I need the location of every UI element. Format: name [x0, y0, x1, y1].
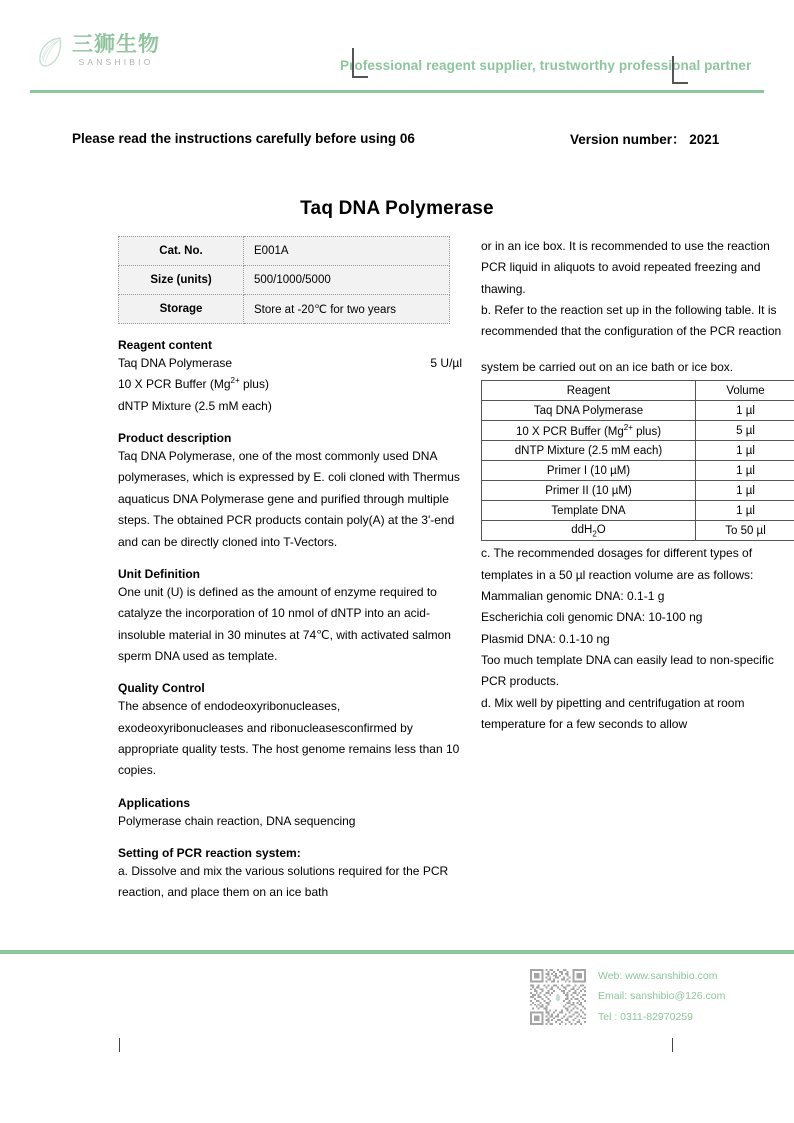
right-column	[481, 236, 794, 735]
cell-reagent: ddH$_2$O	[482, 521, 696, 541]
step-a-continued: or in an ice box. It is recommended to use the reaction PCR liquid in aliquots to avoid repeated freezing and thawing.	[481, 239, 770, 296]
info-value: Store at -20℃ for two years	[244, 295, 450, 324]
logo-chinese-name: 三狮生物	[72, 32, 160, 56]
crop-mark-left	[119, 1038, 120, 1052]
reagent-name: dNTP Mixture (2.5 mM each)	[118, 398, 272, 413]
qr-code-icon	[530, 969, 586, 1025]
pcr-setting-step-a: a. Dissolve and mix the various solutions required for the PCR reaction, and place them on an ice bath	[118, 864, 449, 900]
unit-definition-heading: Unit Definition	[118, 566, 200, 581]
step-b-continued: system be carried out on an ice bath or ice box.	[481, 359, 734, 374]
cell-volume: To 50 µl	[696, 521, 794, 541]
left-column	[118, 236, 462, 904]
contact-web: Web: www.sanshibio.com	[598, 970, 718, 982]
table-row	[482, 441, 794, 461]
table-row	[482, 461, 794, 481]
product-description-text: Taq DNA Polymerase, one of the most commonly used DNA polymerases, which is expressed by E. coli cloned with Thermus aquaticus DNA Polymerase gene and purified through multiple steps. The obtained PCR products contain poly(A) at the 3'-end and can be directly cloned into T-Vectors.	[118, 449, 460, 549]
dosage-mammalian: Mammalian genomic DNA: 0.1-1 g	[481, 588, 665, 603]
page-footer	[530, 966, 794, 1027]
crop-mark-right	[672, 1038, 673, 1052]
pcr-setting-step-d: d. Mix well by pipetting and centrifugation at room temperature for a few seconds to allow	[481, 695, 745, 732]
version-number: Version number： 2021	[570, 132, 720, 147]
info-value: 500/1000/5000	[244, 266, 450, 295]
table-header-row	[482, 381, 794, 401]
leaf-icon	[36, 35, 66, 69]
dosage-plasmid: Plasmid DNA: 0.1-10 ng	[481, 631, 610, 646]
cell-reagent: 10 X PCR Buffer ($Mg^{2+}$ plus)	[482, 421, 696, 441]
quality-control-heading: Quality Control	[118, 681, 205, 696]
reagent-row	[118, 353, 462, 374]
page-title: Taq DNA Polymerase	[300, 198, 494, 219]
company-logo	[36, 32, 160, 69]
contact-email: Email: sanshibio@126.com	[598, 990, 726, 1003]
cell-reagent: Taq DNA Polymerase	[482, 401, 696, 421]
info-value: E001A	[244, 237, 450, 266]
info-key: Size (units)	[119, 266, 244, 295]
cell-volume: 1 µl	[696, 481, 794, 501]
reaction-system-table	[481, 380, 794, 541]
cell-volume: 1 µl	[696, 441, 794, 461]
pcr-setting-step-b: b. Refer to the reaction set up in the following table. It is recommended that the configuration of the PCR reaction	[481, 303, 782, 339]
table-row	[119, 266, 450, 295]
pcr-setting-step-c: c. The recommended dosages for different types of templates in a 50 µl reaction volume are as follows:	[481, 546, 754, 582]
cell-reagent: Template DNA	[482, 501, 696, 521]
product-description-heading: Product description	[118, 431, 232, 446]
applications-text: Polymerase chain reaction, DNA sequencing	[118, 813, 356, 828]
cell-volume: 1 µl	[696, 501, 794, 521]
cell-volume: 1 µl	[696, 461, 794, 481]
table-row	[482, 481, 794, 501]
instruction-row	[72, 128, 752, 172]
spacer	[481, 343, 794, 357]
dosage-warning: Too much template DNA can easily lead to non-specific PCR products.	[481, 652, 774, 689]
footer-divider	[0, 950, 794, 954]
header-slogan: Professional reagent supplier, trustworthy professional partner	[340, 58, 752, 73]
reagent-row	[118, 374, 462, 395]
logo-english-name: SANSHIBIO	[78, 57, 154, 68]
reagent-name: Taq DNA Polymerase	[118, 356, 233, 370]
column-header-reagent: Reagent	[482, 381, 696, 401]
cell-reagent: Primer I (10 µM)	[482, 461, 696, 481]
dosage-ecoli: Escherichia coli genomic DNA: 10-100 ng	[481, 610, 703, 625]
pcr-setting-heading: Setting of PCR reaction system:	[118, 846, 301, 861]
product-info-table	[118, 236, 450, 324]
info-key: Storage	[119, 295, 244, 324]
table-row	[119, 237, 450, 266]
contact-tel: Tel : 0311-82970259	[598, 1010, 693, 1023]
column-header-volume: Volume	[696, 381, 794, 401]
applications-heading: Applications	[118, 795, 191, 810]
contact-info	[598, 966, 725, 1027]
quality-control-text: The absence of endodeoxyribonucleases, exodeoxyribonucleases and ribonucleasesconfirmed by appropriate quality tests. The host genome remains less than 10 copies.	[118, 699, 460, 778]
reagent-content-heading: Reagent content	[118, 338, 213, 352]
cell-volume: 1 µl	[696, 401, 794, 421]
reagent-name: 10 X PCR Buffer ($Mg^{2+}$ plus)	[118, 376, 269, 392]
reagent-row	[118, 396, 462, 417]
cell-reagent: dNTP Mixture (2.5 mM each)	[482, 441, 696, 461]
cell-volume: 5 µl	[696, 421, 794, 441]
unit-definition-text: One unit (U) is defined as the amount of enzyme required to catalyze the incorporation of 10 nmol of dNTP into an acid-insoluble material in 30 minutes at 74℃, with activated salmon sperm DNA used as template.	[118, 584, 451, 663]
text-cursor-artifact	[352, 48, 368, 78]
text-cursor-artifact	[672, 56, 688, 84]
info-key: Cat. No.	[119, 237, 244, 266]
cell-reagent: Primer II (10 µM)	[482, 481, 696, 501]
header-divider	[30, 90, 764, 93]
table-row	[482, 501, 794, 521]
table-row	[482, 421, 794, 441]
table-row	[482, 401, 794, 421]
table-row	[482, 521, 794, 541]
table-row	[119, 295, 450, 324]
read-instructions-notice: Please read the instructions carefully before using 06	[72, 131, 415, 146]
reagent-amount: 5 U/µl	[430, 356, 462, 370]
